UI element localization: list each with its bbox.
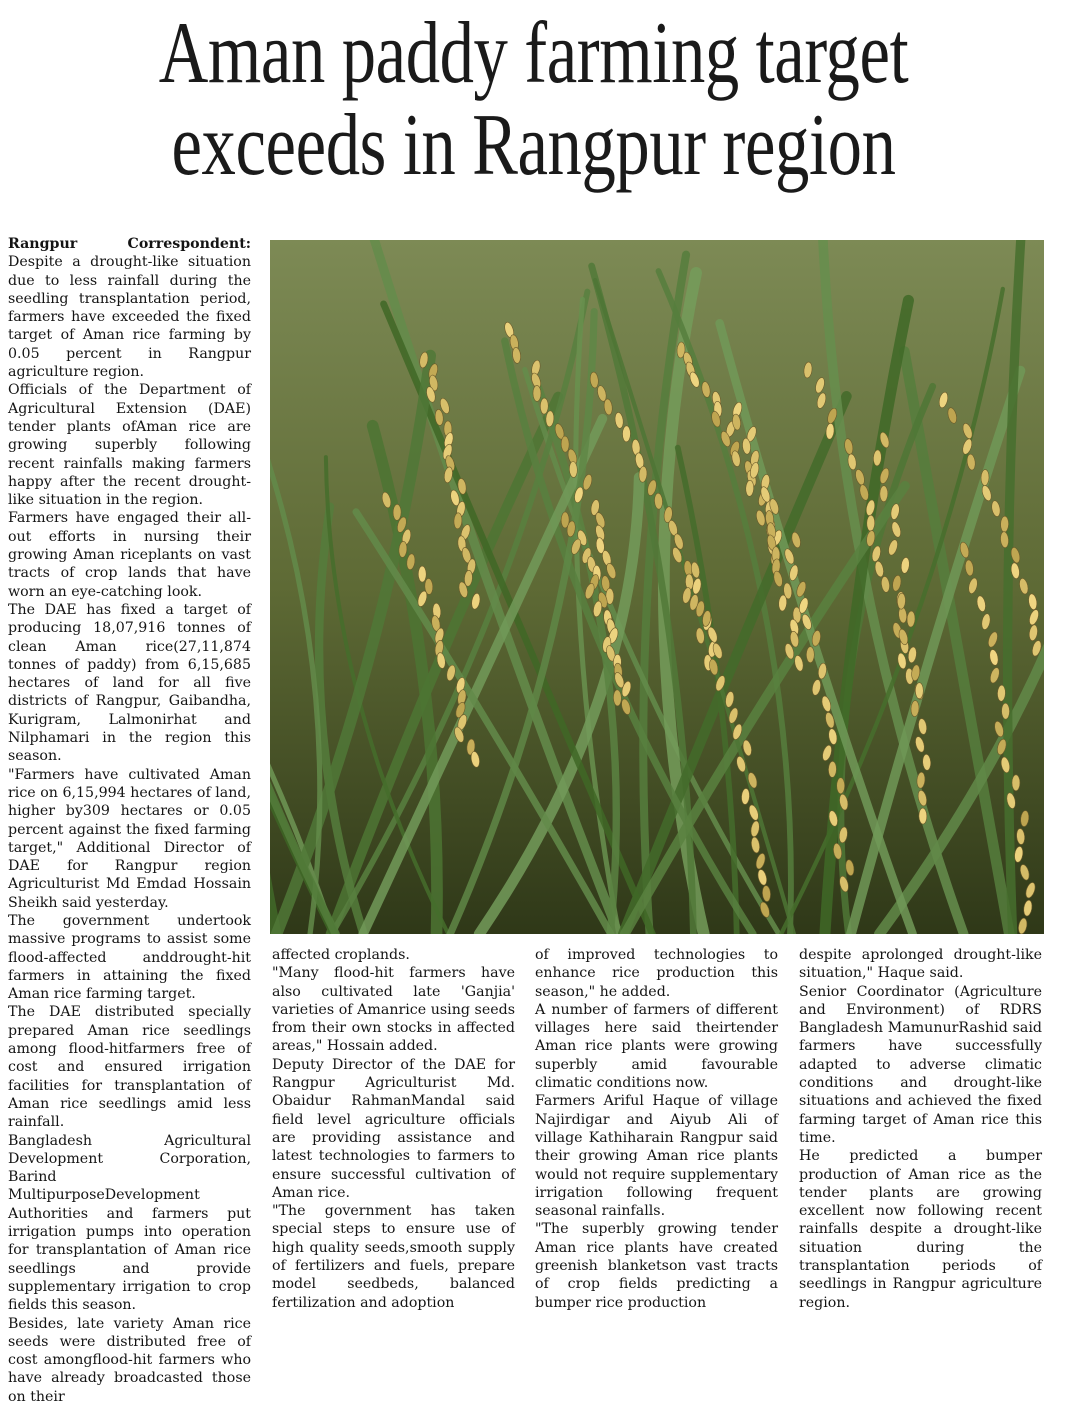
paragraph-9: Besides, late variety Aman rice seeds were distributed free of cost amongflood-hit farmers who have already broadcasted those on their: [8, 1315, 251, 1406]
paragraph-13: "The government has taken special steps to ensure use of high quality seeds,smooth supply of fertilizers and fuels, prepare model seedbeds, balanced fertilization and adoption: [272, 1202, 515, 1312]
paragraph-6: The government undertook massive programs to assist some flood-affected anddrought-hit farmers in attaining the fixed Aman rice farming target.: [8, 912, 251, 1003]
rice-paddy-photo: [270, 240, 1044, 934]
column-1: [8, 235, 251, 1406]
headline: [117, 8, 949, 192]
paragraph-8: Bangladesh Agricultural Development Corporation, Barind MultipurposeDevelopment Authorities and farmers put irrigation pumps into operation for transplantation of Aman rice seedlings and provide supplementary irrigation to crop fields this season.: [8, 1132, 251, 1315]
paragraph-14: of improved technologies to enhance rice production this season," he added.: [535, 946, 778, 1001]
headline-line-2: exceeds in Rangpur region: [171, 97, 895, 194]
paragraph-17: "The superbly growing tender Aman rice plants have created greenish blanketson vast tracts of crop fields predicting a bumper rice production: [535, 1220, 778, 1311]
paragraph-2: Officials of the Department of Agricultural Extension (DAE) tender plants ofAman rice are growing superbly following recent rainfalls making farmers happy after the recent drought-like situation in the region.: [8, 381, 251, 509]
column-2: [272, 946, 515, 1312]
paragraph-7: The DAE distributed specially prepared Aman rice seedlings among flood-hitfarmers free of cost and ensured irrigation facilities for transplantation of Aman rice seedlings amid less rainfall.: [8, 1003, 251, 1131]
paragraph-1: Rangpur Correspondent: Despite a drought-like situation due to less rainfall during the seedling transplantation period, farmers have exceeded the fixed target of Aman rice farming by 0.05 percent in Rangpur agriculture region.: [8, 235, 251, 381]
paragraph-12: Deputy Director of the DAE for Rangpur Agriculturist Md. Obaidur RahmanMandal said field level agriculture officials are providing assistance and latest technologies to farmers to ensure successful cultivation of Aman rice.: [272, 1056, 515, 1202]
paragraph-20: He predicted a bumper production of Aman rice as the tender plants are growing excellent now following recent rainfalls despite a drought-like situation during the transplantation periods of seedlings in Rangpur agriculture region.: [799, 1147, 1042, 1312]
column-3: [535, 946, 778, 1312]
rice-paddy-illustration: [270, 240, 1044, 934]
column-4: [799, 946, 1042, 1312]
byline: Rangpur Correspondent:: [8, 236, 251, 252]
paragraph-15: A number of farmers of different villages here said theirtender Aman rice plants were growing superbly amid favourable climatic conditions now.: [535, 1001, 778, 1092]
paragraph-10: affected croplands.: [272, 946, 515, 964]
paragraph-16: Farmers Ariful Haque of village Najirdigar and Aiyub Ali of village Kathiharain Rangpur said their growing Aman rice plants would not require supplementary irrigation following frequent seasonal rainfalls.: [535, 1092, 778, 1220]
paragraph-4: The DAE has fixed a target of producing 18,07,916 tonnes of clean Aman rice(27,11,874 tonnes of paddy) from 6,15,685 hectares of land for all five districts of Rangpur, Gaibandha, Kurigram, Lalmonirhat and Nilphamari in the region this season.: [8, 601, 251, 766]
headline-line-1: Aman paddy farming target: [159, 5, 909, 102]
paragraph-11: "Many flood-hit farmers have also cultivated late 'Ganjia' varieties of Amanrice using seeds from their own stocks in affected areas," Hossain added.: [272, 964, 515, 1055]
paragraph-3: Farmers have engaged their all-out efforts in nursing their growing Aman riceplants on vast tracts of crop lands that have worn an eye-catching look.: [8, 509, 251, 600]
paragraph-19: Senior Coordinator (Agriculture and Environment) of RDRS Bangladesh MamunurRashid said farmers have successfully adapted to adverse climatic conditions and drought-like situations and achieved the fixed farming target of Aman rice this time.: [799, 983, 1042, 1148]
paragraph-5: "Farmers have cultivated Aman rice on 6,15,994 hectares of land, higher by309 hectares or 0.05 percent against the fixed farming target," Additional Director of DAE for Rangpur region Agriculturist Md Emdad Hossain Sheikh said yesterday.: [8, 766, 251, 912]
paragraph-18: despite aprolonged drought-like situation," Haque said.: [799, 946, 1042, 983]
